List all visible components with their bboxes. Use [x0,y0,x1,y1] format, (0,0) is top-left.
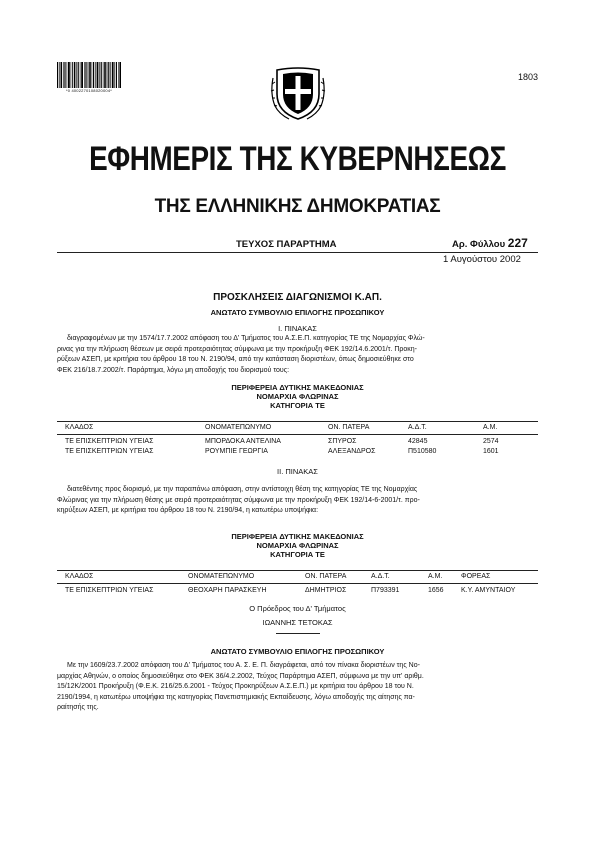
sheet-label: Αρ. Φύλλου [452,239,506,250]
table1-header-rule [57,421,538,422]
cell-name: ΜΠΟΡΔΟΚΑ ΑΝΤΕΛΙΝΑ [205,438,281,445]
cell-reg: 2574 [483,438,499,445]
table2-intro-line: κηρύξεων ΑΣΕΠ, με κριτήρια του άρθρου 18 του Ν. 2190/94, η κατωτέρω υποψήφια: [57,507,319,514]
table2-intro [57,485,538,517]
table2-header [57,573,538,583]
table1-intro-line: ρινας για την πλήρωση θέσεων με σειρά προτεραιότητας σύμφωνα με την προκήρυξη ΦΕΚ 192/14.6.2001/τ. Προκη- [57,345,418,353]
cell-branch: ΤΕ ΕΠΙΣΚΕΠΤΡΙΩΝ ΥΓΕΙΑΣ [65,448,154,455]
section-title: ΠΡΟΣΚΛΗΣΕΙΣ ΔΙΑΓΩΝΙΣΜΟΙ Κ.ΑΠ. [213,292,382,303]
table2-heading: ΙΙ. ΠΙΝΑΚΑΣ [277,467,318,476]
cell-father: ΔΗΜΗΤΡΙΟΣ [305,587,347,594]
cell-name: ΘΕΟΧΑΡΗ ΠΑΡΑΣΚΕΥΗ [188,587,267,594]
barcode [57,62,121,88]
column-header: ΟΝ. ΠΑΤΕΡΑ [305,573,347,580]
column-header: Α.Μ. [483,424,498,431]
column-header: Α.Δ.Τ. [371,573,390,580]
column-header: Α.Δ.Τ. [408,424,427,431]
region-line: ΠΕΡΙΦΕΡΕΙΑ ΔΥΤΙΚΗΣ ΜΑΚΕΔΟΝΙΑΣ [231,532,364,541]
table2-header-rule [57,583,538,584]
table-row [57,438,538,448]
barcode-number: *0 4002270108020004* [65,88,113,93]
table1-heading: Ι. ΠΙΝΑΚΑΣ [278,324,317,333]
gazette-masthead: ΕΦΗΜΕΡΙΣ ΤΗΣ ΚΥΒΕΡΝΗΣΕΩΣ [89,140,506,178]
section2-line: μαρχίας Αθηνών, ο οποίος δημοσιεύθηκε στο ΦΕΚ 36/4.2.2002, Τεύχος Παράρτημα ΑΣΕΠ, σύμφωνα με την υπ' αριθμ. [57,672,424,680]
signer-name: ΙΩΑΝΝΗΣ ΤΕΤΟΚΑΣ [262,618,333,627]
cell-agency: Κ.Υ. ΑΜΥΝΤΑΙΟΥ [461,587,516,594]
table1-header-rule [57,434,538,435]
column-header: ΟΝ. ΠΑΤΕΡΑ [328,424,370,431]
greek-coat-of-arms-icon [269,64,327,122]
header-rule [57,252,538,253]
region-line: ΚΑΤΗΓΟΡΙΑ ΤΕ [270,550,325,559]
table1-region [57,383,538,410]
cell-reg: 1656 [428,587,444,594]
issue-date: 1 Αυγούστου 2002 [443,254,521,265]
agency-name: ΑΝΩΤΑΤΟ ΣΥΜΒΟΥΛΙΟ ΕΠΙΛΟΓΗΣ ΠΡΟΣΩΠΙΚΟΥ [210,308,385,317]
section2-line: 15/12Κ/2001 Προκήρυξη (Φ.Ε.Κ. 216/25.6.2001 - Τεύχος Προκηρύξεων Α.Σ.Ε.Π.) με κριτήρια του άρθρου 18 του Ν. [57,683,414,690]
cell-name: ΡΟΥΜΠΙΕ ΓΕΩΡΓΙΑ [205,448,268,455]
gazette-subtitle: ΤΗΣ ΕΛΛΗΝΙΚΗΣ ΔΗΜΟΚΡΑΤΙΑΣ [154,196,441,217]
table1-header [57,424,538,434]
region-line: ΚΑΤΗΓΟΡΙΑ ΤΕ [270,401,325,410]
sheet-number: 227 [507,236,528,250]
table2-header-rule [57,570,538,571]
column-header: Α.Μ. [428,573,443,580]
table2-intro-line: Φλώρινας για την πλήρωση θέσης με σειρά προτεραιότητας σύμφωνα με την προκήρυξη ΦΕΚ 192/14-6-2001/τ. προ- [57,496,420,504]
signer-title: Ο Πρόεδρος του Δ' Τμήματος [249,604,346,613]
cell-father: ΑΛΕΞΑΝΔΡΟΣ [328,448,376,455]
section2-line: 2190/1994, η κατωτέρω υποψήφια της κατηγορίας Πανεπιστημιακής Εκπαίδευσης, λόγω αποδοχής της αίτησης πα- [57,693,415,701]
table1-intro-line: διαγραφομένων με την 1574/17.7.2002 απόφαση του Δ' Τμήματος του Α.Σ.Ε.Π. κατηγορίας ΤΕ της Νομαρχίας Φλώ- [67,335,425,342]
page-number: 1803 [517,72,538,82]
issue-type: ΤΕΥΧΟΣ ΠΑΡΑΡΤΗΜΑ [236,239,337,250]
region-line: ΝΟΜΑΡΧΙΑ ΦΛΩΡΙΝΑΣ [256,392,339,401]
region-line: ΠΕΡΙΦΕΡΕΙΑ ΔΥΤΙΚΗΣ ΜΑΚΕΔΟΝΙΑΣ [231,383,364,392]
column-header: ΚΛΑΔΟΣ [65,573,94,580]
table2-region [57,532,538,559]
column-header: ΚΛΑΔΟΣ [65,424,94,431]
table-row [57,448,538,458]
column-header: ΟΝΟΜΑΤΕΠΩΝΥΜΟ [205,424,272,431]
cell-reg: 1601 [483,448,499,455]
cell-branch: ΤΕ ΕΠΙΣΚΕΠΤΡΙΩΝ ΥΓΕΙΑΣ [65,587,154,594]
section2-line: Με την 1609/23.7.2002 απόφαση του Δ' Τμήματος του Α. Σ. Ε. Π. διαγράφεται, από τον πίνακα διοριστέων της Νο- [67,662,420,669]
table1-intro-line: ρύξεων ΑΣΕΠ, με κριτήρια του άρθρου 18 του Ν. 2190/94, από την κατάσταση διοριστέων, όπως δημοσιεύθηκε στο [57,356,414,363]
section2-line: ραίτησής της. [57,704,99,711]
region-line: ΝΟΜΑΡΧΙΑ ΦΛΩΡΙΝΑΣ [256,541,339,550]
cell-father: ΣΠΥΡΟΣ [328,438,357,445]
cell-id: 42845 [408,438,428,445]
cell-id: Π510580 [408,448,437,455]
table2-intro-line: διατεθέντης προς διορισμό, με την παραπάνω απόφαση, στην αντίστοιχη θέση της κατηγορίας ΤΕ της Νομαρχίας [67,486,418,493]
cell-id: Π793391 [371,587,400,594]
cell-branch: ΤΕ ΕΠΙΣΚΕΠΤΡΙΩΝ ΥΓΕΙΑΣ [65,438,154,445]
agency-name: ΑΝΩΤΑΤΟ ΣΥΜΒΟΥΛΙΟ ΕΠΙΛΟΓΗΣ ΠΡΟΣΩΠΙΚΟΥ [210,647,385,656]
column-header: ΦΟΡΕΑΣ [461,573,491,580]
sheet-number-label [452,236,528,250]
section-separator [276,633,320,634]
table-row [57,587,538,597]
section2-text [57,661,538,714]
column-header: ΟΝΟΜΑΤΕΠΩΝΥΜΟ [188,573,255,580]
table1-intro [57,334,538,376]
table1-intro-line: ΦΕΚ 216/18.7.2002/τ. Παράρτημα, λόγω μη αποδοχής του διορισμού τους: [57,366,290,374]
